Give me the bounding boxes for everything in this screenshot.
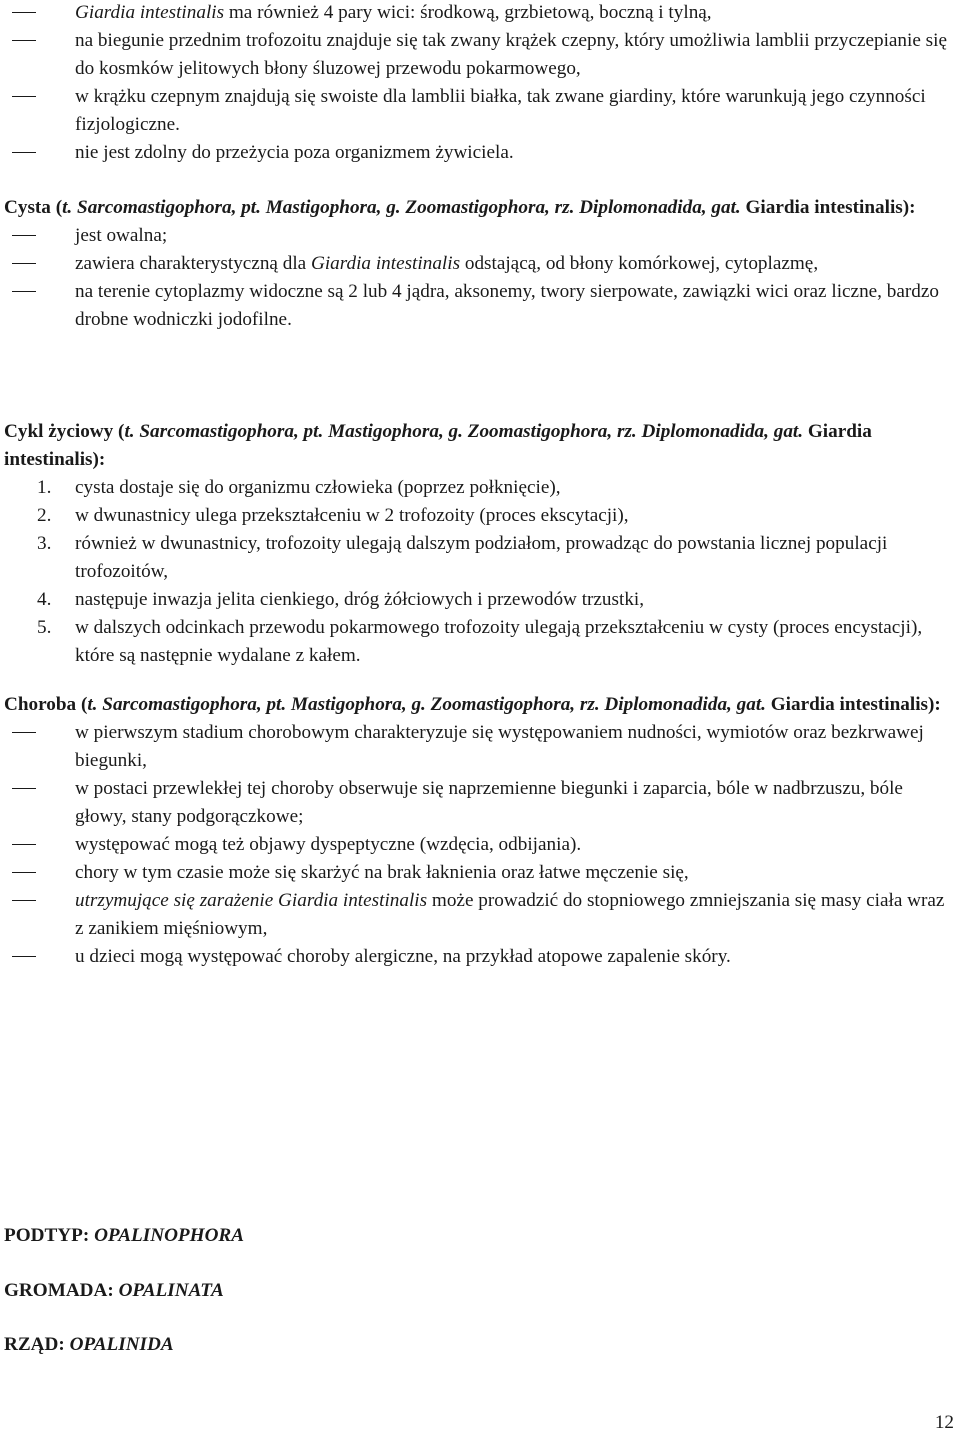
list-item xyxy=(4,831,954,859)
intro-list xyxy=(4,0,954,167)
dash-bullet-icon xyxy=(12,956,36,957)
text-run: może prowadzić do stopniowego zmniejszania się masy ciała wraz z zanikiem mięśniowym, xyxy=(75,890,945,939)
item-number: 4. xyxy=(37,589,52,610)
cysta-section xyxy=(4,194,954,334)
list-item xyxy=(4,614,954,670)
text-run: Giardia intestinalis xyxy=(75,2,225,23)
text-run: w pierwszym stadium chorobowym charakteryzuje się występowaniem nudności, wymiotów oraz bezkrwawej biegunki, xyxy=(75,722,924,771)
text-run: t. Sarcomastigophora, pt. Mastigophora, g. Zoomastigophora, rz. Diplomonadida, gat. xyxy=(124,421,808,442)
cysta-list xyxy=(4,222,954,334)
dash-bullet-icon xyxy=(12,96,36,97)
text-run: ): xyxy=(92,449,106,470)
dash-bullet-icon xyxy=(12,844,36,845)
dash-bullet-icon xyxy=(12,12,36,13)
text-run: Giardia intestinalis xyxy=(4,421,872,470)
text-run: Cysta ( xyxy=(4,197,63,218)
dash-bullet-icon xyxy=(12,872,36,873)
list-item xyxy=(4,27,954,83)
text-run: utrzymujące się zarażenie Giardia intestinalis xyxy=(75,890,428,911)
choroba-section xyxy=(4,691,954,971)
text-run: odstającą, od błony komórkowej, cytoplazmę, xyxy=(460,253,819,274)
item-number: 5. xyxy=(37,617,52,638)
list-item xyxy=(4,887,954,943)
dash-bullet-icon xyxy=(12,900,36,901)
list-item xyxy=(4,719,954,775)
text-run: w krążku czepnym znajdują się swoiste dla lamblii białka, tak zwane giardiny, które warunkują jego czynności fizjologiczne. xyxy=(75,86,926,135)
dash-bullet-icon xyxy=(12,732,36,733)
taxonomy-podtyp xyxy=(4,1222,954,1250)
text-run: Choroba ( xyxy=(4,694,88,715)
taxonomy-label: PODTYP: xyxy=(4,1225,95,1246)
text-run: w dalszych odcinkach przewodu pokarmowego trofozoity ulegają przekształceniu w cysty (proces encystacji), które są następnie wydalane z kałem. xyxy=(75,617,923,666)
dash-bullet-icon xyxy=(12,152,36,153)
dash-bullet-icon xyxy=(12,40,36,41)
dash-bullet-icon xyxy=(12,788,36,789)
list-item xyxy=(4,250,954,278)
taxonomy-value: OPALINOPHORA xyxy=(94,1225,245,1246)
cykl-section xyxy=(4,418,954,670)
list-item xyxy=(4,943,954,971)
dash-bullet-icon xyxy=(12,291,36,292)
text-run: cysta dostaje się do organizmu człowieka (poprzez połknięcie), xyxy=(75,477,561,498)
list-item xyxy=(4,83,954,139)
list-item xyxy=(4,859,954,887)
text-run: zawiera charakterystyczną dla xyxy=(75,253,311,274)
cykl-heading xyxy=(4,418,954,474)
taxonomy-label: RZĄD: xyxy=(4,1334,70,1355)
taxonomy-gromada xyxy=(4,1277,954,1305)
choroba-list xyxy=(4,719,954,971)
item-number: 3. xyxy=(37,533,52,554)
list-item xyxy=(4,139,954,167)
text-run: na biegunie przednim trofozoitu znajduje się tak zwany krążek czepny, który umożliwia lamblii przyczepianie się do kosmków jelitowych błony śluzowej przewodu pokarmowego, xyxy=(75,30,947,79)
text-run: u dzieci mogą występować choroby alergiczne, na przykład atopowe zapalenie skóry. xyxy=(75,946,731,967)
taxonomy-rzad xyxy=(4,1331,954,1359)
text-run: w dwunastnicy ulega przekształceniu w 2 trofozoity (proces ekscytacji), xyxy=(75,505,629,526)
text-run: ): xyxy=(928,694,941,715)
text-run: chory w tym czasie może się skarżyć na brak łaknienia oraz łatwe męczenie się, xyxy=(75,862,689,883)
cysta-heading xyxy=(4,194,954,222)
taxonomy-value: OPALINATA xyxy=(118,1280,224,1301)
text-run: Cykl życiowy ( xyxy=(4,421,125,442)
text-run: ): xyxy=(902,197,916,218)
list-item xyxy=(4,474,954,502)
text-run: ma również 4 pary wici: środkową, grzbietową, boczną i tylną, xyxy=(224,2,712,23)
list-item xyxy=(4,502,954,530)
text-run: Giardia intestinalis xyxy=(770,694,928,715)
list-item xyxy=(4,0,954,27)
text-run: na terenie cytoplazmy widoczne są 2 lub 4 jądra, aksonemy, twory sierpowate, zawiązki wici oraz liczne, bardzo drobne wodniczki jodofilne. xyxy=(75,281,939,330)
list-item xyxy=(4,530,954,586)
text-run: jest owalna; xyxy=(75,225,168,246)
dash-bullet-icon xyxy=(12,263,36,264)
list-item xyxy=(4,222,954,250)
list-item xyxy=(4,586,954,614)
text-run: Giardia intestinalis xyxy=(310,253,461,274)
dash-bullet-icon xyxy=(12,235,36,236)
item-number: 1. xyxy=(37,477,52,498)
text-run: w postaci przewlekłej tej choroby obserwuje się naprzemienne biegunki i zaparcia, bóle w nadbrzuszu, bóle głowy, stany podgorączkowe; xyxy=(75,778,903,827)
text-run: t. Sarcomastigophora, pt. Mastigophora, g. Zoomastigophora, rz. Diplomonadida, gat. xyxy=(62,197,746,218)
list-item xyxy=(4,278,954,334)
text-run: Giardia intestinalis xyxy=(745,197,903,218)
text-run: występować mogą też objawy dyspeptyczne (wzdęcia, odbijania). xyxy=(75,834,582,855)
item-number: 2. xyxy=(37,505,52,526)
text-run: następuje inwazja jelita cienkiego, dróg żółciowych i przewodów trzustki, xyxy=(75,589,645,610)
page-number: 12 xyxy=(934,1412,954,1433)
text-run: t. Sarcomastigophora, pt. Mastigophora, g. Zoomastigophora, rz. Diplomonadida, gat. xyxy=(87,694,771,715)
cykl-list xyxy=(4,474,954,670)
list-item xyxy=(4,775,954,831)
choroba-heading xyxy=(4,691,954,719)
taxonomy-value: OPALINIDA xyxy=(69,1334,174,1355)
text-run: nie jest zdolny do przeżycia poza organizmem żywiciela. xyxy=(75,142,514,163)
taxonomy-label: GROMADA: xyxy=(4,1280,119,1301)
text-run: również w dwunastnicy, trofozoity ulegają dalszym podziałom, prowadząc do powstania licznej populacji trofozoitów, xyxy=(75,533,888,582)
